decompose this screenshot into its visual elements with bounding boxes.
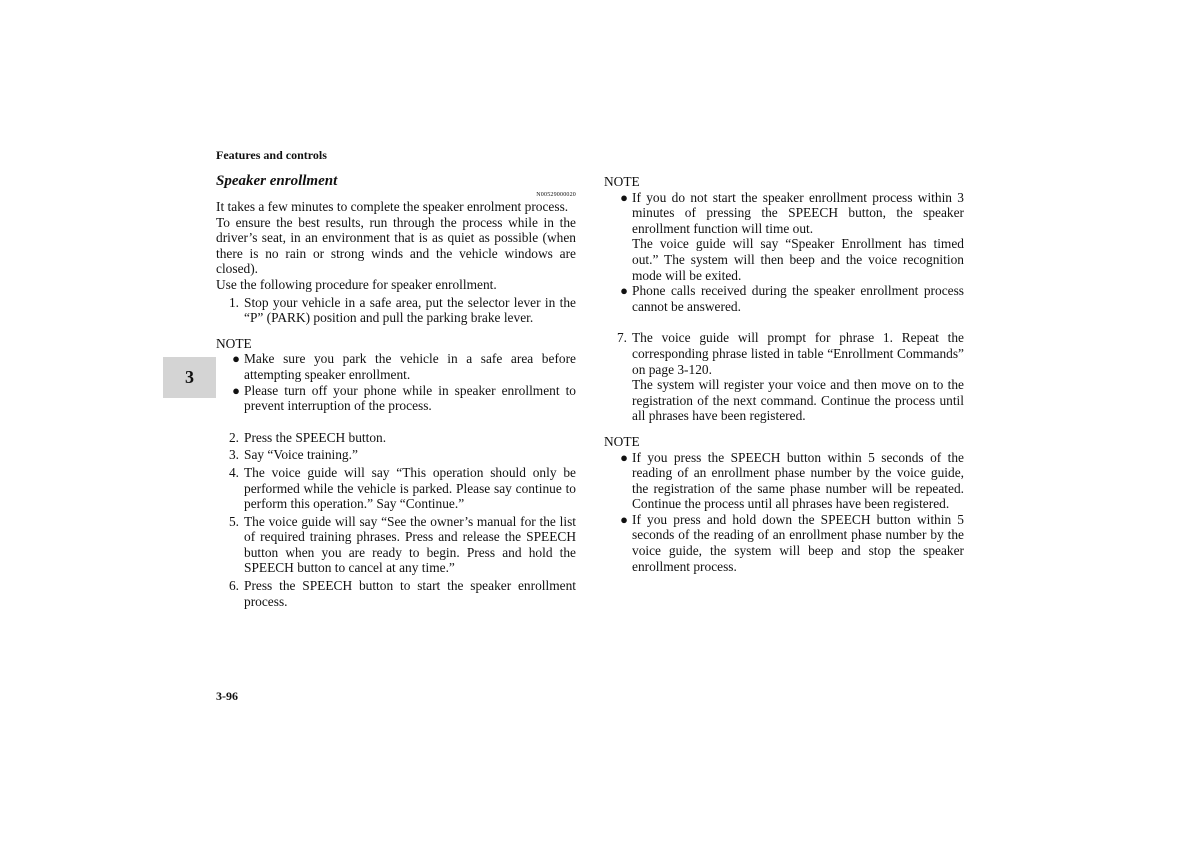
step-number: 5. bbox=[228, 513, 239, 529]
note-text: If you press the SPEECH button within 5 seconds of the reading of an enrollment phase number by the voice guide, the registration of the same phase number will be repeated. Continue the process until all phrases have been registered. bbox=[632, 449, 964, 512]
step-text: Press the SPEECH button to start the speaker enrollment process. bbox=[244, 578, 576, 609]
note-text bbox=[632, 190, 964, 284]
step-item bbox=[216, 447, 576, 463]
note-list bbox=[216, 351, 576, 413]
note-item bbox=[216, 351, 576, 382]
step-text: Press the SPEECH button. bbox=[244, 429, 387, 445]
bullet-icon: ● bbox=[620, 189, 628, 205]
step-item bbox=[216, 465, 576, 512]
step-text: Stop your vehicle in a safe area, put the selector lever in the “P” (PARK) position and pull the parking brake lever. bbox=[244, 294, 576, 326]
step-text: Say “Voice training.” bbox=[244, 447, 358, 463]
bullet-icon: ● bbox=[232, 382, 240, 398]
left-column bbox=[216, 172, 576, 611]
chapter-tab: 3 bbox=[163, 357, 216, 398]
step-number: 3. bbox=[228, 447, 239, 463]
paragraph: To ensure the best results, run through the process while in the driver’s seat, in an environment that is as quiet as possible (when there is no rain or strong winds and the vehicle windows are closed). bbox=[216, 214, 576, 277]
step-text-extra: The system will register your voice and then move on to the registration of the next command. Continue the process until all phrases have been registered. bbox=[632, 377, 964, 424]
step-item bbox=[216, 578, 576, 609]
step-number: 7. bbox=[616, 330, 627, 346]
note-text: Phone calls received during the speaker enrollment process cannot be answered. bbox=[632, 283, 964, 314]
page-header: Features and controls bbox=[216, 148, 327, 162]
step-list bbox=[604, 330, 964, 424]
note-title: NOTE bbox=[216, 335, 252, 351]
note-item bbox=[216, 383, 576, 414]
step-number: 4. bbox=[228, 464, 239, 480]
note-text-extra: The voice guide will say “Speaker Enrollment has timed out.” The system will then beep and the voice recognition mode will be exited. bbox=[632, 236, 964, 283]
note-item bbox=[604, 450, 964, 512]
note-item bbox=[604, 283, 964, 314]
bullet-icon: ● bbox=[620, 511, 628, 527]
note-item bbox=[604, 190, 964, 284]
note-title: NOTE bbox=[604, 433, 640, 449]
section-title: Speaker enrollment bbox=[216, 173, 338, 189]
step-item bbox=[216, 430, 576, 446]
right-column bbox=[604, 174, 964, 574]
step-number: 1. bbox=[228, 294, 239, 310]
step-text-main: The voice guide will prompt for phrase 1. Repeat the corresponding phrase listed in table “Enrollment Commands” on page 3-120. bbox=[632, 330, 964, 377]
step-number: 2. bbox=[228, 429, 239, 445]
note-list bbox=[604, 450, 964, 575]
step-text: The voice guide will say “See the owner’s manual for the list of required training phrases. Press and release the SPEECH button when you are ready to begin. Press and hold the SPEECH button to cancel at any time.” bbox=[244, 513, 576, 576]
note-title: NOTE bbox=[604, 174, 640, 189]
note-text: Make sure you park the vehicle in a safe area before attempting speaker enrollment. bbox=[244, 351, 576, 382]
paragraph: It takes a few minutes to complete the speaker enrolment process. bbox=[216, 199, 569, 214]
step-item bbox=[604, 330, 964, 424]
section-code: N00529000020 bbox=[536, 192, 576, 198]
bullet-icon: ● bbox=[620, 283, 628, 299]
note-text: Please turn off your phone while in speaker enrollment to prevent interruption of the process. bbox=[244, 382, 576, 414]
note-list bbox=[604, 190, 964, 315]
step-text: The voice guide will say “This operation should only be performed while the vehicle is parked. Please say continue to perform this operation.” Say “Continue.” bbox=[244, 464, 576, 512]
step-item bbox=[216, 295, 576, 326]
note-item bbox=[604, 512, 964, 574]
note-text: If you press and hold down the SPEECH button within 5 seconds of the reading of an enrollment phase number by the voice guide, the system will beep and stop the speaker enrollment process. bbox=[632, 511, 964, 574]
bullet-icon: ● bbox=[620, 449, 628, 465]
paragraph: Use the following procedure for speaker enrollment. bbox=[216, 276, 497, 292]
step-list bbox=[216, 430, 576, 610]
step-number: 6. bbox=[228, 578, 239, 594]
note-text-main: If you do not start the speaker enrollment process within 3 minutes of pressing the SPEECH button, the speaker enrollment function will time out. bbox=[632, 189, 964, 236]
page-number: 3-96 bbox=[216, 689, 238, 703]
step-text bbox=[632, 330, 964, 424]
step-item bbox=[216, 514, 576, 576]
bullet-icon: ● bbox=[232, 351, 240, 367]
step-list bbox=[216, 295, 576, 326]
